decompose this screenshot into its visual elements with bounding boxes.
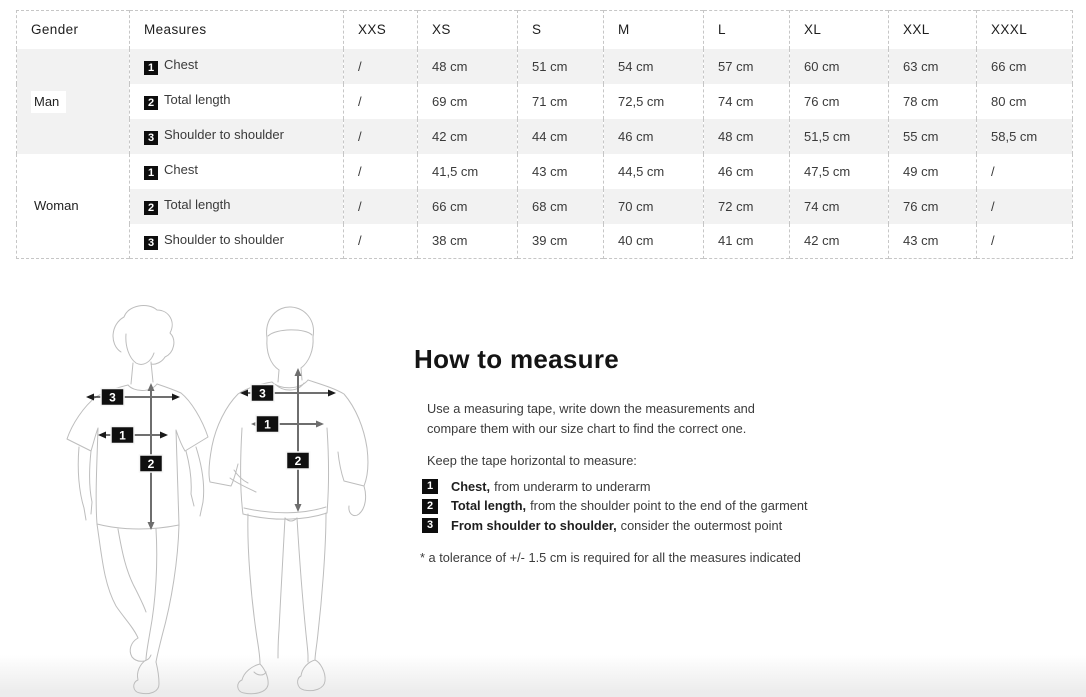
man-figure (209, 307, 368, 694)
measure-cell (130, 84, 344, 119)
size-value-cell: 63 cm (889, 49, 977, 84)
size-value-cell: 46 cm (604, 119, 704, 154)
gender-label-woman: Woman (31, 195, 86, 217)
table-row (17, 154, 1073, 189)
size-value-cell: 41 cm (704, 224, 790, 259)
size-value-cell: 72,5 cm (604, 84, 704, 119)
size-value-cell: 43 cm (889, 224, 977, 259)
size-chart-table (16, 10, 1073, 259)
figure-label-shoulder: 3 (109, 390, 116, 405)
step-number-badge: 1 (422, 479, 438, 494)
size-value-cell: 54 cm (604, 49, 704, 84)
measure-cell (130, 224, 344, 259)
measure-number-badge: 1 (144, 166, 158, 180)
size-value-cell: 58,5 cm (977, 119, 1073, 154)
size-value-cell: 78 cm (889, 84, 977, 119)
tolerance-footnote: * a tolerance of +/- 1.5 cm is required for all the measures indicated (420, 550, 801, 565)
step-text: from the shoulder point to the end of the garment (530, 498, 808, 513)
size-value-cell: / (977, 154, 1073, 189)
intro-line-1: Use a measuring tape, write down the measurements and (427, 401, 755, 416)
size-value-cell: 49 cm (889, 154, 977, 189)
subtitle-text: Keep the tape horizontal to measure: (427, 453, 637, 468)
size-value-cell: / (977, 189, 1073, 224)
size-value-cell: 42 cm (790, 224, 889, 259)
size-value-cell: / (344, 189, 418, 224)
measure-label: Shoulder to shoulder (164, 127, 284, 142)
measurement-figures-illustration (58, 300, 388, 697)
size-value-cell: 40 cm (604, 224, 704, 259)
man-length-badge (287, 452, 310, 469)
step-label: From shoulder to shoulder, (451, 517, 617, 533)
woman-shoulder-badge (101, 389, 124, 406)
size-value-cell: / (977, 224, 1073, 259)
measure-number-badge: 1 (144, 61, 158, 75)
intro-paragraph (427, 399, 904, 438)
size-value-cell: 48 cm (418, 49, 518, 84)
size-value-cell: / (344, 119, 418, 154)
header-size-l: L (704, 11, 790, 49)
size-value-cell: 76 cm (889, 189, 977, 224)
size-value-cell: 39 cm (518, 224, 604, 259)
size-value-cell: 44,5 cm (604, 154, 704, 189)
intro-line-2: compare them with our size chart to find the correct one. (427, 420, 747, 436)
figure-label-shoulder: 3 (259, 386, 266, 401)
table-row (17, 189, 1073, 224)
table-header-row (17, 11, 1073, 49)
size-value-cell: 60 cm (790, 49, 889, 84)
measure-cell (130, 189, 344, 224)
size-value-cell: / (344, 154, 418, 189)
measure-cell (130, 49, 344, 84)
header-gender: Gender (31, 22, 79, 38)
size-value-cell: 69 cm (418, 84, 518, 119)
size-value-cell: 44 cm (518, 119, 604, 154)
woman-figure (67, 306, 208, 694)
size-value-cell: 66 cm (977, 49, 1073, 84)
size-value-cell: 41,5 cm (418, 154, 518, 189)
header-size-xxs: XXS (344, 11, 418, 49)
size-value-cell: 51 cm (518, 49, 604, 84)
measure-number-badge: 3 (144, 236, 158, 250)
woman-length-badge (140, 455, 163, 472)
figure-label-chest: 1 (264, 417, 271, 432)
measure-number-badge: 2 (144, 96, 158, 110)
measure-label: Chest (164, 57, 198, 72)
step-text: consider the outermost point (620, 517, 783, 533)
size-value-cell: 80 cm (977, 84, 1073, 119)
header-size-xl: XL (790, 11, 889, 49)
size-value-cell: 47,5 cm (790, 154, 889, 189)
man-shoulder-badge (251, 385, 274, 402)
size-value-cell: / (344, 224, 418, 259)
gender-cell-man (17, 49, 130, 154)
header-size-xxxl: XXXL (977, 11, 1073, 49)
header-measures: Measures (130, 11, 344, 49)
measure-number-badge: 3 (144, 131, 158, 145)
step-label: Chest, (451, 478, 491, 494)
measure-step (422, 479, 904, 494)
size-value-cell: 72 cm (704, 189, 790, 224)
measure-step (422, 499, 904, 514)
size-value-cell: 38 cm (418, 224, 518, 259)
measure-cell (130, 154, 344, 189)
step-number-badge: 2 (422, 499, 438, 514)
size-value-cell: 68 cm (518, 189, 604, 224)
header-size-xxl: XXL (889, 11, 977, 49)
gender-label-man: Man (31, 91, 66, 113)
size-value-cell: 42 cm (418, 119, 518, 154)
size-value-cell: 46 cm (704, 154, 790, 189)
figure-label-length: 2 (294, 454, 302, 468)
size-value-cell: 66 cm (418, 189, 518, 224)
size-value-cell: 74 cm (790, 189, 889, 224)
size-value-cell: 51,5 cm (790, 119, 889, 154)
measure-steps-list (422, 479, 904, 533)
section-title: How to measure (414, 344, 620, 374)
how-to-measure-section (414, 344, 904, 565)
measure-label: Total length (164, 197, 231, 212)
size-value-cell: 57 cm (704, 49, 790, 84)
measure-step (422, 518, 904, 533)
size-value-cell: 74 cm (704, 84, 790, 119)
table-row (17, 84, 1073, 119)
figure-label-chest: 1 (119, 428, 126, 443)
figure-label-length: 2 (147, 457, 155, 471)
step-label: Total length, (451, 498, 527, 513)
man-chest-badge (256, 416, 279, 433)
size-value-cell: 55 cm (889, 119, 977, 154)
measure-label: Shoulder to shoulder (164, 231, 284, 247)
woman-chest-badge (111, 427, 134, 444)
measure-label: Chest (164, 162, 198, 177)
size-value-cell: 76 cm (790, 84, 889, 119)
header-size-s: S (518, 11, 604, 49)
step-text: from underarm to underarm (494, 478, 651, 494)
size-value-cell: 43 cm (518, 154, 604, 189)
gender-cell-woman (17, 154, 130, 259)
size-value-cell: 70 cm (604, 189, 704, 224)
header-size-m: M (604, 11, 704, 49)
size-value-cell: / (344, 84, 418, 119)
size-value-cell: / (344, 49, 418, 84)
measure-label: Total length (164, 92, 231, 107)
table-row (17, 49, 1073, 84)
table-row (17, 224, 1073, 259)
step-number-badge: 3 (422, 518, 438, 533)
size-value-cell: 48 cm (704, 119, 790, 154)
measure-cell (130, 119, 344, 154)
table-row (17, 119, 1073, 154)
size-value-cell: 71 cm (518, 84, 604, 119)
measure-number-badge: 2 (144, 201, 158, 215)
header-size-xs: XS (418, 11, 518, 49)
